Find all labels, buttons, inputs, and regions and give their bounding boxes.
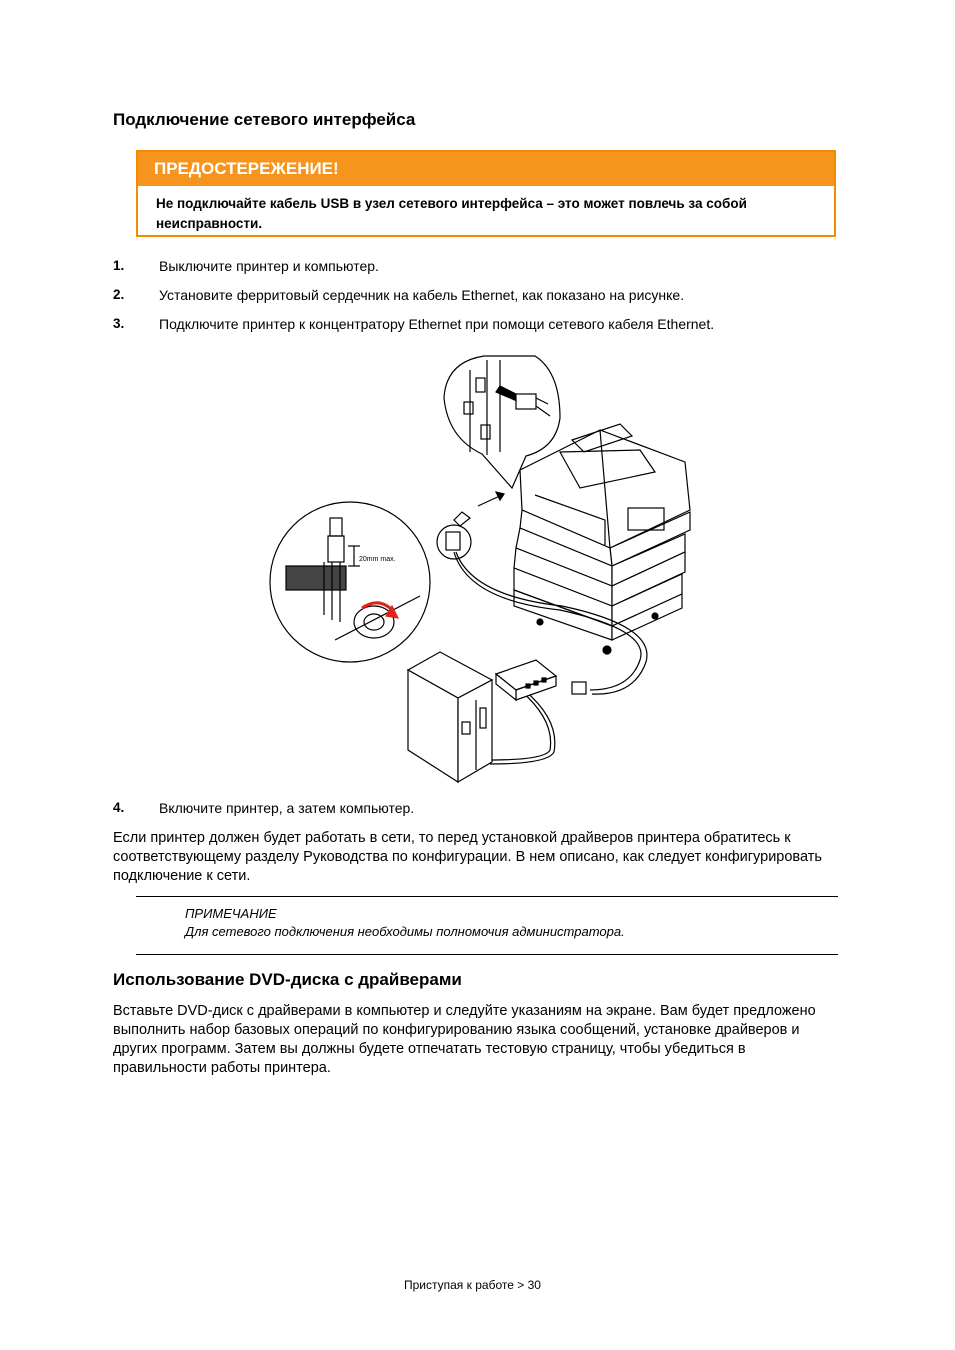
printer bbox=[514, 424, 690, 654]
step-text: Подключите принтер к концентратору Ethernet при помощи сетевого кабеля Ethernet. bbox=[159, 316, 715, 332]
note-label: ПРИМЕЧАНИЕ bbox=[185, 906, 277, 921]
computer-tower bbox=[408, 652, 492, 782]
step-number: 1. bbox=[113, 258, 125, 273]
step-text: Установите ферритовый сердечник на кабель Ethernet, как показано на рисунке. bbox=[159, 287, 685, 303]
section-heading-network: Подключение сетевого интерфейса bbox=[113, 110, 416, 129]
step-number: 4. bbox=[113, 800, 125, 815]
cable-ferrite-core bbox=[437, 492, 504, 559]
step-text: Выключите принтер и компьютер. bbox=[159, 258, 379, 274]
ferrite-detail-callout bbox=[270, 502, 430, 662]
note-top-rule bbox=[136, 896, 838, 897]
warning-title: ПРЕДОСТЕРЕЖЕНИЕ! bbox=[138, 152, 834, 186]
note-bottom-rule bbox=[136, 954, 838, 955]
section-heading-dvd: Использование DVD-диска с драйверами bbox=[113, 970, 462, 989]
step-text: Включите принтер, а затем компьютер. bbox=[159, 800, 415, 816]
warning-box bbox=[136, 150, 836, 237]
page-footer: Приступая к работе > 30 bbox=[404, 1278, 541, 1292]
network-paragraph: Если принтер должен будет работать в сети, то перед установкой драйверов принтера обратитесь к соответствующему разделу Руководства по конфигурации. В нем описано, как следует конфигурировать подключение к сети. bbox=[113, 830, 822, 884]
warning-text: Не подключайте кабель USB в узел сетевого интерфейса – это может повлечь за собой неисправности. bbox=[156, 196, 747, 231]
ethernet-hub bbox=[496, 660, 556, 700]
dimension-label: 20mm max. bbox=[359, 556, 396, 563]
dvd-paragraph: Вставьте DVD-диск с драйверами в компьютер и следуйте указаниям на экране. Вам будет предложено выполнить набор базовых операций по конфигурированию языка сообщений, установке драйверов и других программ. Затем вы должны будете отпечатать тестовую страницу, чтобы убедиться в правильности работы принтера. bbox=[113, 1003, 816, 1076]
step-number: 3. bbox=[113, 316, 125, 331]
network-connection-illustration bbox=[265, 352, 695, 784]
note-text: Для сетевого подключения необходимы полномочия администратора. bbox=[185, 924, 625, 939]
step-number: 2. bbox=[113, 287, 125, 302]
